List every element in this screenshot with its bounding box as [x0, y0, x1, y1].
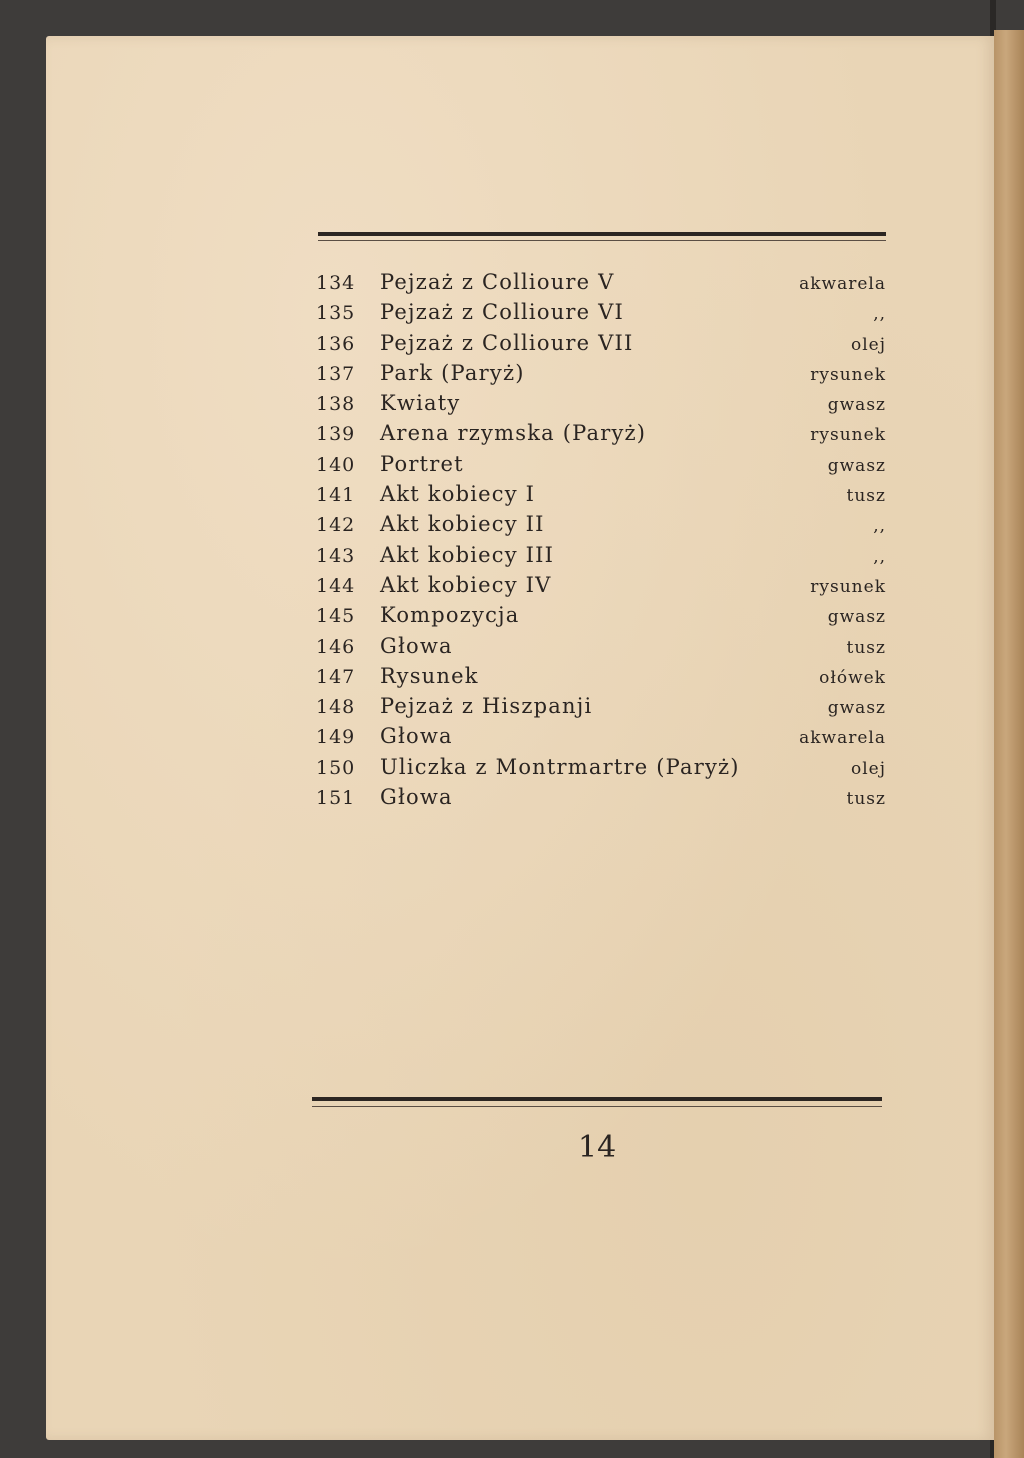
catalog-entry — [316, 361, 890, 391]
catalog-entry — [316, 482, 890, 512]
entry-number: 134 — [316, 272, 356, 294]
entry-number: 140 — [316, 453, 356, 476]
catalog-entry — [316, 785, 890, 815]
entry-title: Portret — [380, 451, 464, 476]
entry-title: Arena rzymska (Paryż) — [380, 421, 647, 446]
entry-number: 143 — [316, 544, 356, 567]
entry-medium: gwasz — [827, 698, 886, 719]
entry-title: Akt kobiecy III — [380, 542, 555, 567]
entry-medium: ołówek — [819, 667, 886, 688]
page-number: 14 — [578, 1130, 617, 1165]
entry-medium: gwasz — [827, 607, 886, 628]
catalog-entry — [316, 573, 890, 603]
entry-number: 146 — [316, 635, 356, 658]
entry-title: Pejzaż z Collioure V — [380, 270, 615, 294]
entry-medium: gwasz — [827, 395, 886, 416]
entry-title: Akt kobiecy II — [380, 512, 545, 537]
entry-number: 150 — [316, 756, 356, 779]
top-rule-thin — [318, 240, 886, 241]
entry-number: 145 — [316, 605, 356, 628]
catalog-entry — [316, 270, 890, 300]
entry-number: 135 — [316, 302, 356, 325]
entry-title: Pejzaż z Collioure VII — [380, 330, 634, 355]
entry-number: 142 — [316, 514, 356, 537]
catalog-entry — [316, 331, 890, 361]
entry-medium: tusz — [846, 789, 886, 810]
entry-number: 141 — [316, 484, 356, 507]
entry-medium: olej — [850, 758, 886, 779]
catalog-entry — [316, 634, 890, 664]
entry-medium: rysunek — [810, 364, 886, 385]
catalog-entry — [316, 724, 890, 754]
entry-medium: rysunek — [810, 576, 886, 597]
catalog-entry — [316, 603, 890, 633]
top-rule — [318, 232, 886, 236]
entry-title: Głowa — [380, 724, 453, 749]
entry-medium: ,, — [873, 516, 886, 537]
entry-medium: tusz — [846, 637, 886, 658]
entry-title: Uliczka z Montrmartre (Paryż) — [380, 754, 740, 779]
entry-number: 139 — [316, 423, 356, 446]
entry-medium: ,, — [873, 546, 886, 567]
entry-number: 137 — [316, 362, 356, 385]
entry-medium: akwarela — [799, 728, 886, 749]
bottom-rule-thin — [312, 1106, 882, 1107]
catalog-entry — [316, 512, 890, 542]
entry-title: Głowa — [380, 785, 453, 810]
adjacent-page-edge — [994, 30, 1024, 1458]
entry-medium: gwasz — [827, 455, 886, 476]
entry-title: Głowa — [380, 633, 453, 658]
entry-number: 148 — [316, 696, 356, 719]
entry-number: 149 — [316, 726, 356, 749]
entry-medium: ,, — [873, 304, 886, 325]
entry-title: Kompozycja — [380, 603, 520, 628]
entry-number: 151 — [316, 787, 356, 810]
catalog-list — [316, 270, 890, 815]
catalog-entry — [316, 755, 890, 785]
entry-number: 136 — [316, 332, 356, 355]
entry-title: Akt kobiecy I — [380, 482, 536, 507]
entry-number: 147 — [316, 665, 356, 688]
bottom-rule — [312, 1097, 882, 1101]
entry-title: Akt kobiecy IV — [380, 572, 552, 597]
catalog-entry — [316, 694, 890, 724]
entry-medium: rysunek — [810, 425, 886, 446]
catalog-entry — [316, 452, 890, 482]
catalog-entry — [316, 543, 890, 573]
catalog-entry — [316, 421, 890, 451]
entry-title: Kwiaty — [380, 391, 461, 416]
catalog-entry — [316, 664, 890, 694]
entry-medium: akwarela — [799, 274, 886, 294]
entry-title: Pejzaż z Collioure VI — [380, 300, 625, 325]
entry-title: Park (Paryż) — [380, 360, 525, 385]
entry-number: 138 — [316, 393, 356, 416]
entry-number: 144 — [316, 574, 356, 597]
entry-title: Rysunek — [380, 663, 479, 688]
entry-title: Pejzaż z Hiszpanji — [380, 694, 593, 719]
catalog-entry — [316, 300, 890, 330]
entry-medium: olej — [850, 334, 886, 355]
catalog-entry — [316, 391, 890, 421]
entry-medium: tusz — [846, 486, 886, 507]
